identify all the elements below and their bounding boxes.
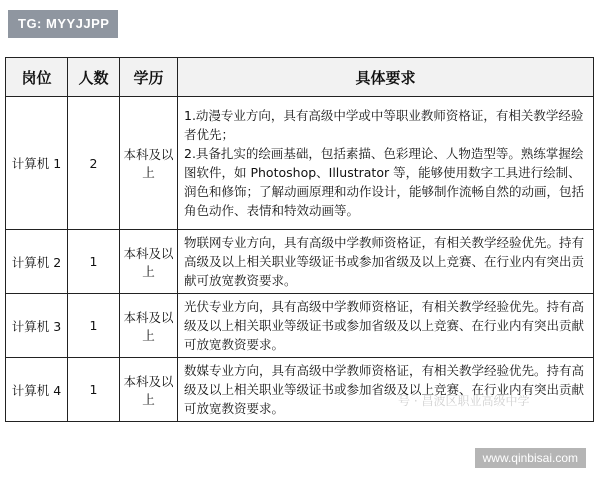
table-row bbox=[6, 230, 594, 294]
requirement-line: 光伏专业方向，具有高级中学教师资格证，有相关教学经验优先。持有高级及以上相关职业等级证书或参加省级及以上竞赛、在行业内有突出贡献可放宽教资要求。 bbox=[184, 299, 585, 352]
education-cell: 本科及以上 bbox=[120, 358, 178, 422]
faint-watermark: 号 · 昌波区职业高级中学 bbox=[398, 394, 530, 408]
header-education: 学历 bbox=[120, 58, 178, 97]
education-cell: 本科及以上 bbox=[120, 294, 178, 358]
requirement-line: 1.动漫专业方向，具有高级中学或中等职业教师资格证，有相关教学经验者优先； bbox=[184, 108, 584, 142]
recruitment-table bbox=[5, 57, 594, 422]
requirement-line: 数媒专业方向，具有高级中学教师资格证，有相关教学经验优先。持有高级及以上相关职业等级证书或参加省级及以上竞赛、在行业内有突出贡献可放宽教资要求。 bbox=[184, 363, 585, 416]
count-cell: 1 bbox=[68, 358, 120, 422]
requirements-cell bbox=[178, 294, 594, 358]
header-count: 人数 bbox=[68, 58, 120, 97]
site-watermark: www.qinbisai.com bbox=[475, 448, 586, 468]
education-cell: 本科及以上 bbox=[120, 230, 178, 294]
table-row bbox=[6, 97, 594, 230]
count-cell: 1 bbox=[68, 294, 120, 358]
table-header-row bbox=[6, 58, 594, 97]
count-cell: 2 bbox=[68, 97, 120, 230]
table-row bbox=[6, 294, 594, 358]
education-cell: 本科及以上 bbox=[120, 97, 178, 230]
count-cell: 1 bbox=[68, 230, 120, 294]
header-requirements: 具体要求 bbox=[178, 58, 594, 97]
header-position: 岗位 bbox=[6, 58, 68, 97]
position-cell: 计算机 2 bbox=[6, 230, 68, 294]
requirements-cell bbox=[178, 358, 594, 422]
requirements-cell bbox=[178, 230, 594, 294]
position-cell: 计算机 4 bbox=[6, 358, 68, 422]
table-row bbox=[6, 358, 594, 422]
position-cell: 计算机 3 bbox=[6, 294, 68, 358]
position-cell: 计算机 1 bbox=[6, 97, 68, 230]
tag-label: TG: MYYJJPP bbox=[8, 10, 118, 38]
requirement-line: 2.具备扎实的绘画基础，包括素描、色彩理论、人物造型等。熟练掌握绘图软件，如 Photoshop、Illustrator 等，能够使用数字工具进行绘制、润色和修饰；了解动画原理和动作设计，能够制作流畅自然的动画，包括角色动作、表情和特效动画等。 bbox=[184, 146, 585, 218]
requirement-line: 物联网专业方向，具有高级中学教师资格证，有相关教学经验优先。持有高级及以上相关职业等级证书或参加省级及以上竞赛、在行业内有突出贡献可放宽教资要求。 bbox=[184, 235, 585, 288]
requirements-cell bbox=[178, 97, 594, 230]
